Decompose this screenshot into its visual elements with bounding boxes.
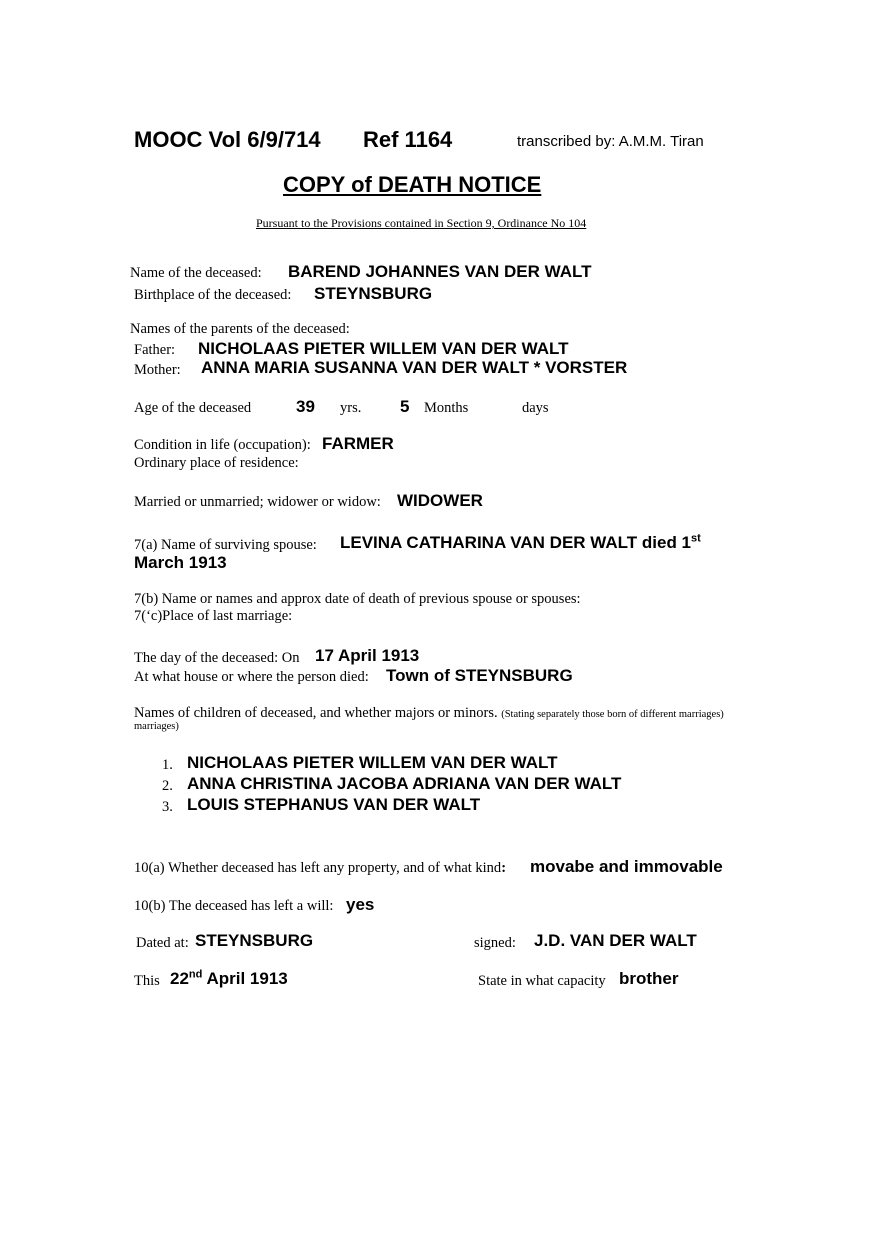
age-label: Age of the deceased xyxy=(134,400,252,416)
spouse-name: LEVINA CATHARINA VAN DER WALT died 1st xyxy=(340,532,701,552)
previous-spouse-label: 7(b) Name or names and approx date of death of previous spouse or spouses: xyxy=(134,591,581,607)
signature-date: 22nd April 1913 xyxy=(170,968,288,988)
residence-label: Ordinary place of residence: xyxy=(134,455,299,471)
signed-name: J.D. VAN DER WALT xyxy=(534,931,697,950)
birthplace-label: Birthplace of the deceased: xyxy=(134,287,292,303)
dated-label: Dated at: xyxy=(136,935,189,951)
transcriber: transcribed by: A.M.M. Tiran xyxy=(517,133,704,150)
page-title: COPY of DEATH NOTICE xyxy=(283,172,542,197)
death-place: Town of STEYNSBURG xyxy=(386,666,573,685)
ref-number: Ref 1164 xyxy=(363,127,453,152)
mother-name: ANNA MARIA SUSANNA VAN DER WALT * VORSTER xyxy=(201,358,628,377)
signed-label: signed: xyxy=(474,935,516,951)
mother-label: Mother: xyxy=(134,362,181,378)
property-label: 10(a) Whether deceased has left any property, and of what kind: xyxy=(134,860,507,876)
age-years-label: yrs. xyxy=(340,400,362,416)
child-number: 3. xyxy=(162,799,173,815)
reference-number: MOOC Vol 6/9/714 xyxy=(134,127,321,152)
marriage-place-label: 7(‘c)Place of last marriage: xyxy=(134,608,293,624)
age-months-label: Months xyxy=(424,400,469,416)
deceased-name: BAREND JOHANNES VAN DER WALT xyxy=(288,262,592,281)
child-name: LOUIS STEPHANUS VAN DER WALT xyxy=(187,795,481,814)
will-value: yes xyxy=(346,895,375,914)
child-number: 1. xyxy=(162,757,173,773)
this-label: This xyxy=(134,973,160,989)
occupation-label: Condition in life (occupation): xyxy=(134,437,311,453)
spouse-death-date: March 1913 xyxy=(134,553,227,572)
capacity-value: brother xyxy=(619,969,679,988)
parents-label: Names of the parents of the deceased: xyxy=(130,321,350,337)
children-note-cont: marriages) xyxy=(134,721,179,732)
death-day-label: The day of the deceased: On xyxy=(134,650,300,666)
capacity-label: State in what capacity xyxy=(478,973,606,989)
marital-status: WIDOWER xyxy=(397,491,483,510)
age-years: 39 xyxy=(296,397,315,416)
birthplace: STEYNSBURG xyxy=(314,284,433,303)
father-label: Father: xyxy=(134,342,176,358)
child-name: ANNA CHRISTINA JACOBA ADRIANA VAN DER WALT xyxy=(187,774,622,793)
spouse-date-suffix: st xyxy=(691,532,701,545)
spouse-label: 7(a) Name of surviving spouse: xyxy=(134,537,317,553)
child-name: NICHOLAAS PIETER WILLEM VAN DER WALT xyxy=(187,753,558,772)
father-name: NICHOLAAS PIETER WILLEM VAN DER WALT xyxy=(198,339,569,358)
will-label: 10(b) The deceased has left a will: xyxy=(134,898,334,914)
age-days-label: days xyxy=(522,400,549,416)
deceased-name-label: Name of the deceased: xyxy=(130,265,262,281)
marital-label: Married or unmarried; widower or widow: xyxy=(134,494,381,510)
occupation: FARMER xyxy=(322,434,394,453)
dated-place: STEYNSBURG xyxy=(195,931,314,950)
property-kind: movabe and immovable xyxy=(530,857,723,876)
child-number: 2. xyxy=(162,778,173,794)
death-day: 17 April 1913 xyxy=(315,646,420,665)
children-label: Names of children of deceased, and whether majors or minors. (Stating separately those born of different marriages) xyxy=(134,705,724,721)
page-subtitle: Pursuant to the Provisions contained in Section 9, Ordinance No 104 xyxy=(256,216,587,230)
children-note: (Stating separately those born of different marriages) xyxy=(501,709,724,720)
death-place-label: At what house or where the person died: xyxy=(134,669,369,685)
age-months: 5 xyxy=(400,397,410,416)
